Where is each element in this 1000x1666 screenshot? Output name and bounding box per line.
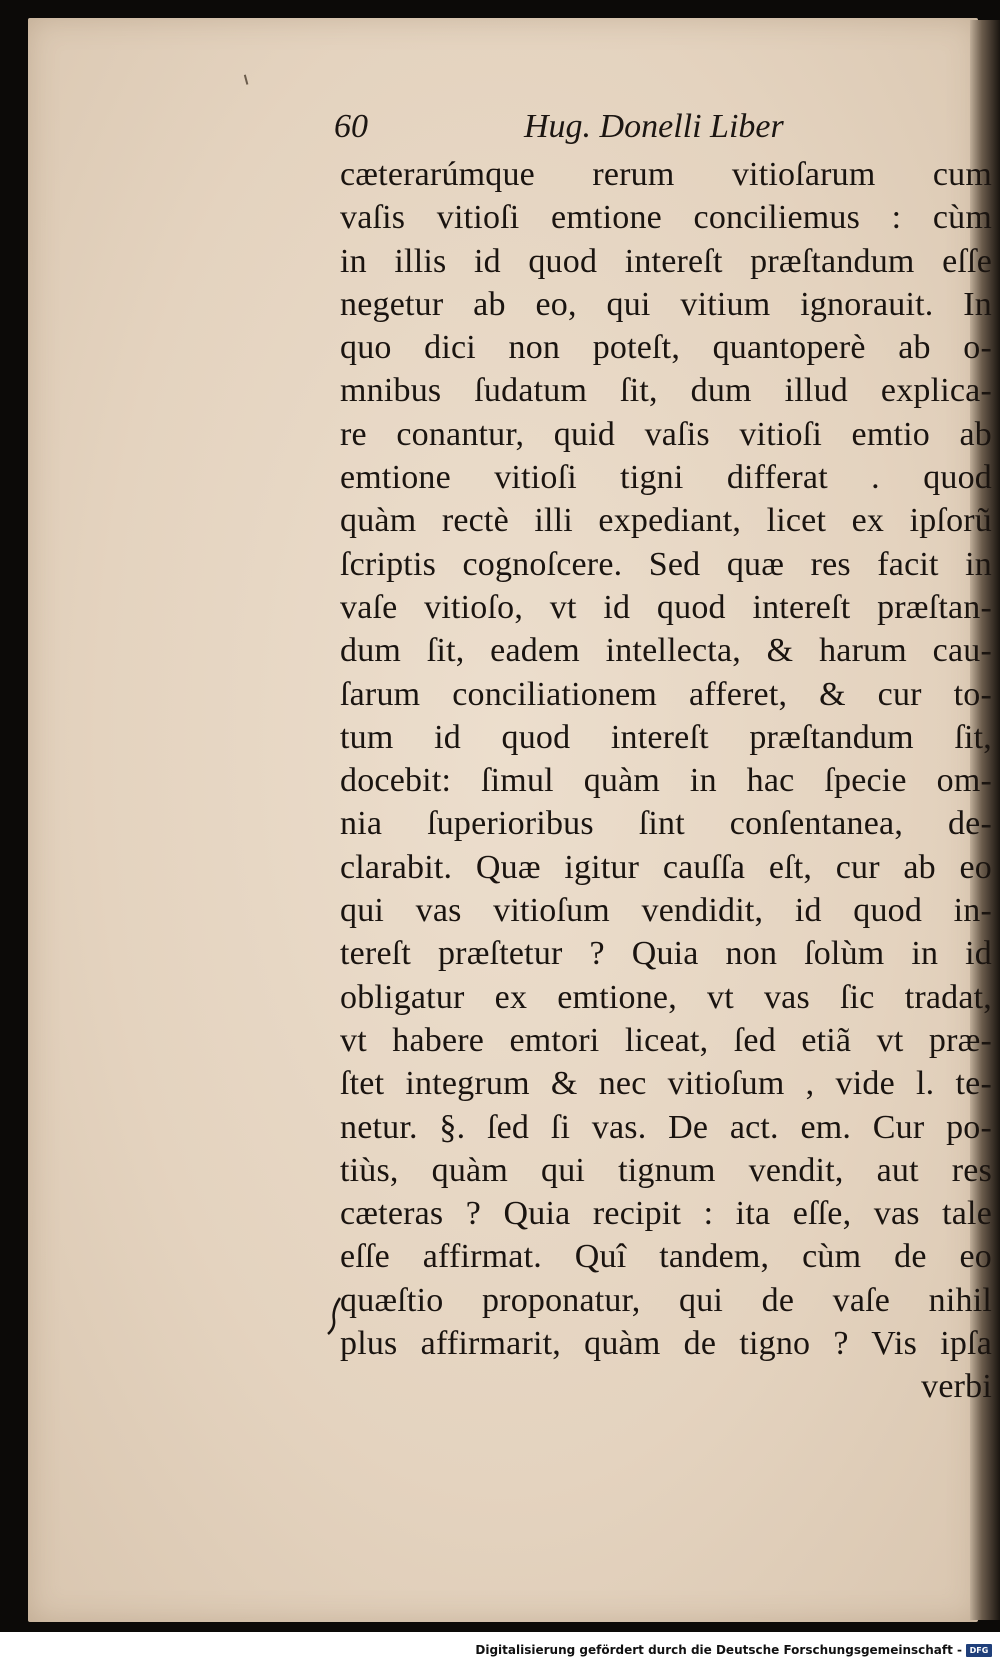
footer-credit: [475, 1640, 992, 1660]
text-line: dum ſit, eadem intellecta, & harum cau-: [340, 632, 992, 670]
text-line: obligatur ex emtione, vt vas ſic tradat,: [340, 978, 992, 1016]
text-line: docebit: ſimul quàm in hac ſpecie om-: [340, 762, 992, 800]
catchword: verbi: [921, 1368, 992, 1406]
text-line: vt habere emtori liceat, ſed etiã vt præ-: [340, 1021, 992, 1059]
text-line: qui vas vitioſum vendidit, id quod in-: [340, 892, 992, 930]
credit-text: Digitalisierung gefördert durch die Deutsche Forschungsgemeinschaft -: [475, 1643, 962, 1657]
text-line: ſarum conciliationem afferet, & cur to-: [340, 675, 992, 713]
text-line: tiùs, quàm qui tignum vendit, aut res: [340, 1151, 992, 1189]
text-line: eſſe affirmat. Quî tandem, cùm de eo: [340, 1238, 992, 1276]
text-line: in illis id quod intereſt præſtandum eſſe: [340, 242, 992, 280]
text-line: netur. §. ſed ſi vas. De act. em. Cur po-: [340, 1108, 992, 1146]
text-line: quàm rectè illi expediant, licet ex ipſorũ: [340, 502, 992, 540]
text-line: quæſtio proponatur, qui de vaſe nihil: [340, 1281, 992, 1319]
text-line: nia ſuperioribus ſint conſentanea, de-: [340, 805, 992, 843]
text-line: negetur ab eo, qui vitium ignorauit. In: [340, 285, 992, 323]
text-line: clarabit. Quæ igitur cauſſa eſt, cur ab eo: [340, 848, 992, 886]
text-line: tereſt præſtetur ? Quia non ſolùm in id: [340, 935, 992, 973]
dfg-logo-icon: DFG: [966, 1644, 992, 1657]
text-line: tum id quod intereſt præſtandum ſit,: [340, 718, 992, 756]
text-line: quo dici non poteſt, quantoperè ab o-: [340, 329, 992, 367]
text-line: cæteras ? Quia recipit : ita eſſe, vas tale: [340, 1195, 992, 1233]
text-line: vaſe vitioſo, vt id quod intereſt præſtan-: [340, 588, 992, 626]
page-header: [334, 108, 934, 156]
text-line: ſtet integrum & nec vitioſum , vide l. te-: [340, 1065, 992, 1103]
text-line: emtione vitioſi tigni differat . quod: [340, 459, 992, 497]
text-line: plus affirmarit, quàm de tigno ? Vis ipſa: [340, 1325, 992, 1363]
pen-mark-icon: [326, 1296, 344, 1336]
page-number: 60: [334, 108, 368, 145]
text-line: cæterarúmque rerum vitioſarum cum: [340, 156, 992, 193]
text-line: re conantur, quid vaſis vitioſi emtio ab: [340, 415, 992, 453]
text-line: vaſis vitioſi emtione conciliemus : cùm: [340, 199, 992, 237]
text-line: mnibus ſudatum ſit, dum illud explica-: [340, 372, 992, 410]
body-text: [340, 153, 992, 1409]
text-line: ſcriptis cognoſcere. Sed quæ res facit in: [340, 545, 992, 583]
running-title: Hug. Donelli Liber: [524, 108, 784, 145]
